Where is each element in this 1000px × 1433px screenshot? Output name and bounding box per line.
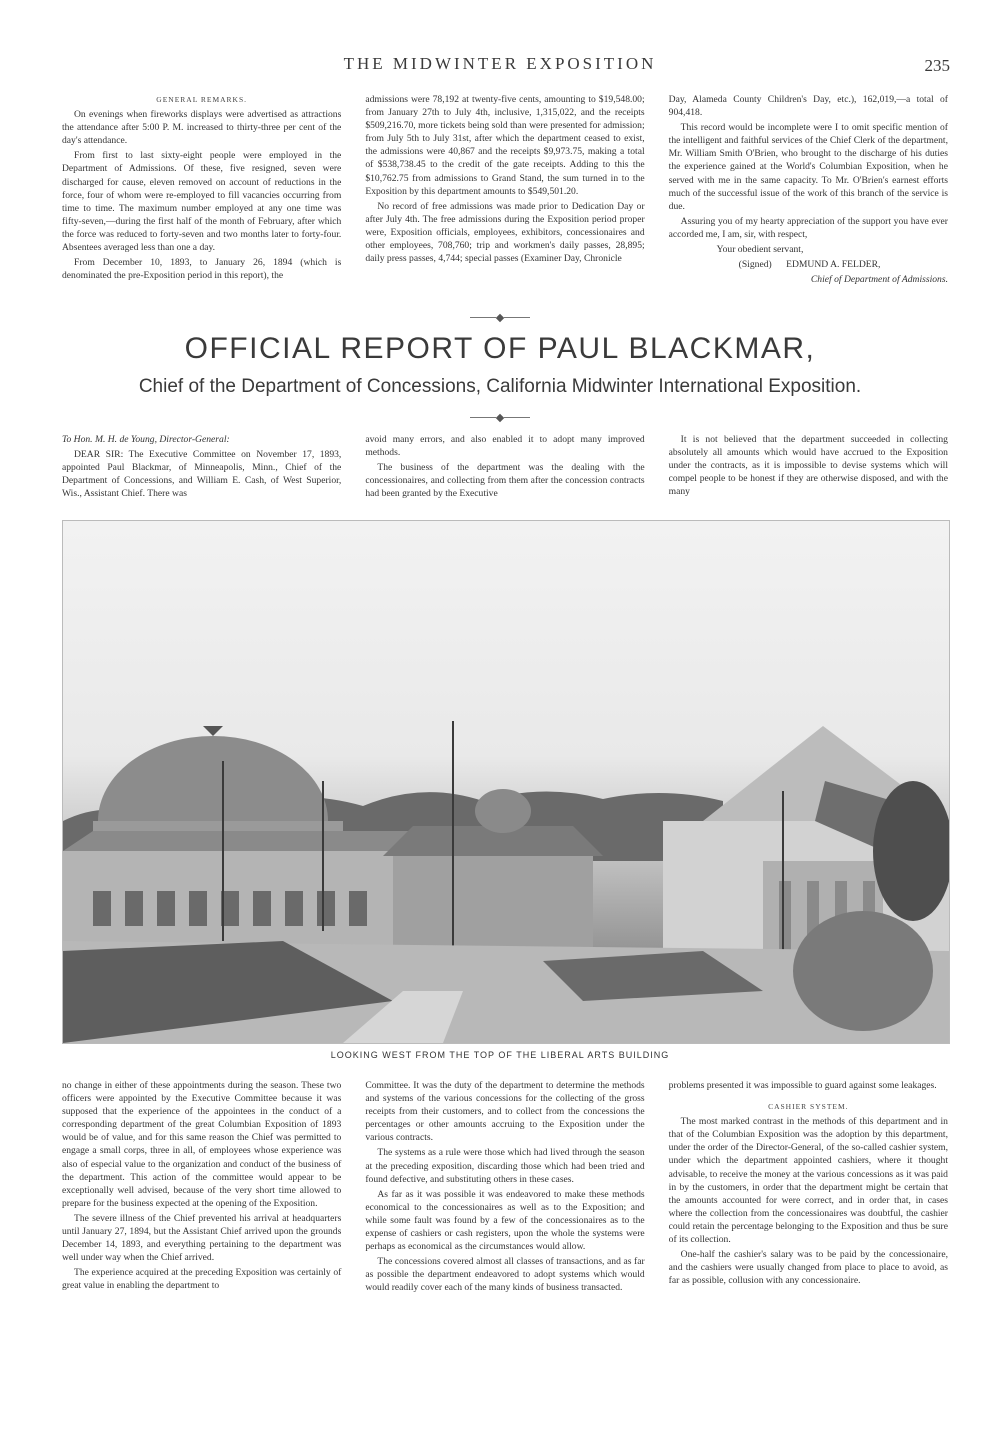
bottom-column-1 [62,1079,341,1379]
photo-caption: LOOKING WEST FROM THE TOP OF THE LIBERAL ARTS BUILDING [330,1050,670,1060]
paragraph: As far as it was possible it was endeavored to make these methods economical to the concessionaires as well as to the Exposition; and while some fault was found by a few of the concessionaires as to the expense of cashiers or cash registers, upon the whole the systems were perhaps as economical as the circumstances would allow. [365,1188,645,1253]
running-title: THE MIDWINTER EXPOSITION [343,54,657,73]
paragraph: It is not believed that the department succeeded in collecting absolutely all amounts which would have accrued to the Exposition under the contracts, as it is impossible to devise systems which will compel people to be honest if they are otherwise disposed, and with the many [668,434,948,498]
report-title: OFFICIAL REPORT OF PAUL BLACKMAR, [184,332,816,365]
top-column-3 [669,93,948,293]
paragraph: no change in either of these appointments during the season. These two officers were appointed by the Executive Committee because it was supposed that the experience of the appointees in the conduct of a corresponding department of the great Columbian Exposition of 1893 would be of value, and for this same reason the Chief was permitted to engage a small corps, three in all, of employees whose experience was also of especial value to the organization and conduct of the business of the department. This action of the committee would appear to be exceptionally well advised, because of the very short time allowed to prepare for the business expected at the opening of the Exposition. [62,1080,342,1209]
mid-column-3 [669,433,948,513]
paragraph: The experience acquired at the preceding Exposition was certainly of great value in enabling the department to [62,1267,342,1292]
paragraph: From first to last sixty-eight people were employed in the Department of Admissions. Of these, five resigned, seven were discharged for cause, eleven removed on account of reductions in the force, four of whom were re-employed to fill vacancies occurring from time to time. The maximum number employed at any one time was fifty-seven,—during the first half of the month of February, after which the force was reduced to forty-seven and two months later to forty-four. Absentees averaged less than one a day. [62,150,342,254]
mid-column-2 [365,433,644,513]
paragraph: From December 10, 1893, to January 26, 1894 (which is denominated the pre-Exposition period in this report), the [62,257,342,282]
paragraph: The systems as a rule were those which had lived through the season at the preceding exposition, discarding those which had been tried and found defective, and substituting others in these cases. [365,1147,645,1185]
signer-title: Chief of Department of Admissions. [810,274,948,286]
closing-line: Your obedient servant, [716,244,804,256]
mid-column-1 [62,433,341,513]
exposition-photograph [62,520,950,1044]
top-columns [62,93,948,293]
paragraph: The severe illness of the Chief prevented his arrival at headquarters until January 27, 1894, but the Assistant Chief arrived upon the grounds December 14, 1893, and everything pertaining to the department was well under way when the Chief arrived. [62,1212,342,1264]
report-subtitle: Chief of the Department of Concessions, California Midwinter International Exposition. [138,376,862,397]
paragraph: The business of the department was the dealing with the concessionaires, and collecting from them after the concession contracts had been granted by the Executive [365,462,645,500]
ornament-divider [470,414,530,422]
page-number: 235 [924,56,950,75]
paragraph: The most marked contrast in the methods of this department and in that of the Columbian Exposition was the adoption by this department, under the order of the Director-General, of the so-called cashier system, under which the department appointed cashiers, where it thought advisable, to receive the money at the various concessions as it was paid in by the customers, in order that the department might be certain that the amounts accounted for were correct, and in order that, in cases where the collection from the concessionaires was doubtful, the cashier could retain the percentage belonging to the Exposition and thus be sure of its collection. [668,1116,948,1246]
signature-line [669,258,948,271]
signed-label: (Signed) [738,259,772,271]
top-column-2 [365,93,644,293]
paragraph: admissions were 78,192 at twenty-five cents, amounting to $19,548.00; from January 27th to July 4th, inclusive, 1,315,022, and the receipts $509,216.70, more tickets being sold than were presented for admission; from July 5th to July 31st, after which the department ceased to exist, the admissions were 40,867 and the receipts $9,973.75, making a total of $538,738.45 to the credit of the gate receipts. Adding to this the $10,762.75 from admissions to Grand Stand, the sum turned in to the Exposition by this department amounts to $549,501.20. [365,94,645,197]
paragraph: No record of free admissions was made prior to Dedication Day or after July 4th. The free admissions during the Exposition period proper were, Exposition officials, employees, exhibitors, concessionaires and other employees, 708,760; trip and workmen's daily passes, 28,895; daily press passes, 4,744; special passes (Examiner Day, Chronicle [365,200,645,265]
bottom-column-3 [669,1079,948,1379]
paragraph: One-half the cashier's salary was to be paid by the concessionaire, and the cashiers were usually changed from place to place to avoid, as far as possible, collusion with any concessionaire. [668,1249,948,1287]
paragraph: Assuring you of my hearty appreciation of the support you have ever accorded me, I am, sir, with respect, [668,215,948,240]
salutation: To Hon. M. H. de Young, Director-General: [62,434,230,445]
paragraph: problems presented it was impossible to guard against some leakages. [668,1080,937,1091]
paragraph: On evenings when fireworks displays were advertised as attractions the attendance after 5:00 P. M. increased to thirty-three per cent of the day's attendance. [62,109,342,147]
photo-illustration [63,521,949,1043]
section-heading: GENERAL REMARKS. [156,95,248,104]
ornament-divider [470,314,530,322]
section-heading: CASHIER SYSTEM. [768,1102,849,1112]
paragraph: The concessions covered almost all classes of transactions, and as far as possible the department endeavored to adopt systems which would would readily cover each of the many kinds of business transacted. [365,1256,645,1294]
mid-columns [62,433,948,513]
paragraph: Day, Alameda County Children's Day, etc.), 162,019,—a total of 904,418. [668,94,948,119]
signer-name: EDMUND A. FELDER, [786,259,881,271]
top-column-1 [62,93,341,293]
greeting: DEAR SIR: [74,449,124,461]
paragraph: avoid many errors, and also enabled it to adopt many improved methods. [365,434,645,459]
paragraph-text: The Executive Committee on November 17, 1893, appointed Paul Blackmar, of Minneapolis, Minn., Chief of the Department of Concessions, and William E. Cash, of West Superior, Wis., Assistant Chief. There was [62,449,342,500]
paragraph [62,448,341,500]
bottom-column-2 [365,1079,644,1379]
bottom-columns [62,1079,948,1379]
paragraph: This record would be incomplete were I to omit specific mention of the intelligent and faithful services of the Chief Clerk of the department, Mr. William Smith O'Brien, who brought to the discharge of his duties the experience gained at the World's Columbian Exposition, when he served with me in the same capacity. To Mr. O'Brien's earnest efforts much of the successful issue of the work of this branch of the service is due. [668,122,948,212]
page-header [0,54,1000,78]
paragraph: Committee. It was the duty of the department to determine the methods and systems of the various concessions for the collecting of the gross receipts from their customers, and to collect from the concessions the percentages or other amounts accruing to the Exposition under the various contracts. [365,1080,645,1144]
